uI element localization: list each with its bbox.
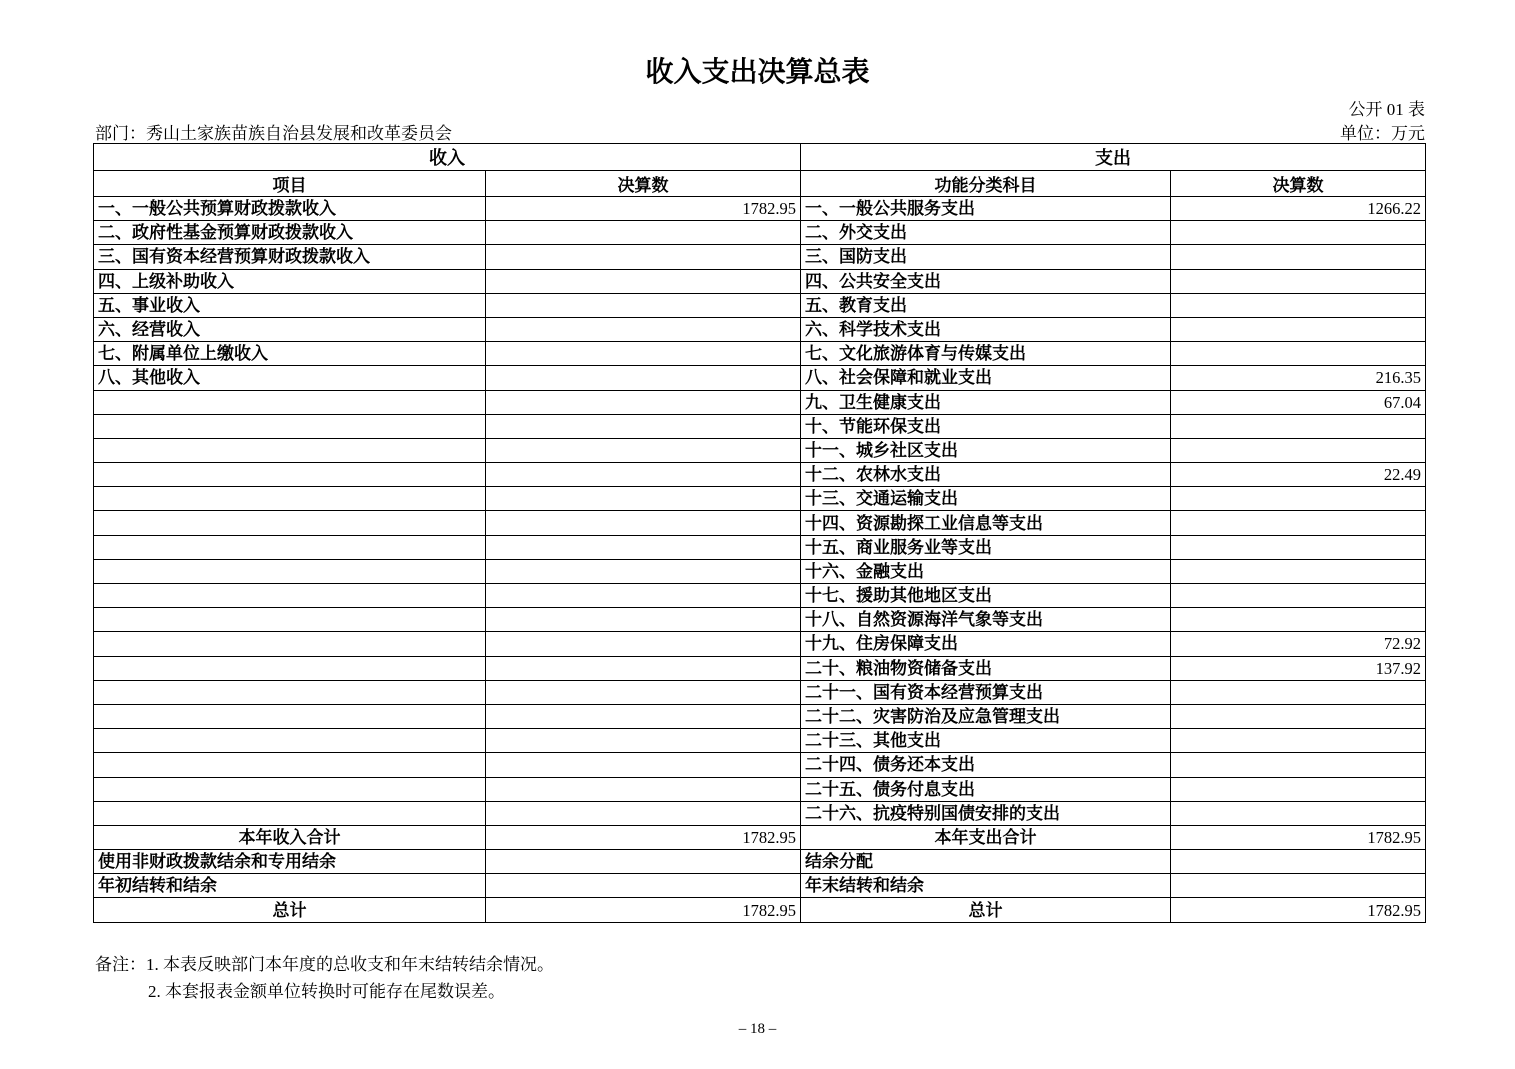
income-value-cell — [486, 656, 801, 680]
income-item-cell — [94, 704, 486, 728]
expense-value-cell: 137.92 — [1171, 656, 1426, 680]
department-label: 部门：秀山土家族苗族自治县发展和改革委员会 — [95, 124, 452, 143]
expense-value-cell — [1171, 680, 1426, 704]
table-row — [94, 729, 1426, 753]
budget-summary-table — [93, 143, 1426, 923]
expense-item-cell: 二十、粮油物资储备支出 — [801, 656, 1171, 680]
expense-item-cell: 十七、援助其他地区支出 — [801, 584, 1171, 608]
col-header-income-value: 决算数 — [486, 171, 801, 197]
table-row — [94, 656, 1426, 680]
table-row — [94, 753, 1426, 777]
expense-value-cell — [1171, 850, 1426, 874]
table-code-label: 公开 01 表 — [1348, 100, 1425, 119]
expense-item-cell: 十九、住房保障支出 — [801, 632, 1171, 656]
table-row — [94, 680, 1426, 704]
income-value-cell: 1782.95 — [486, 898, 801, 922]
table-row — [94, 197, 1426, 221]
income-value-cell — [486, 704, 801, 728]
expense-value-cell: 22.49 — [1171, 463, 1426, 487]
income-value-cell — [486, 535, 801, 559]
expense-value-cell: 72.92 — [1171, 632, 1426, 656]
table-row — [94, 608, 1426, 632]
income-value-cell — [486, 777, 801, 801]
income-item-cell: 五、事业收入 — [94, 293, 486, 317]
note-line-2: 2. 本套报表金额单位转换时可能存在尾数误差。 — [148, 982, 505, 1001]
expense-value-cell: 1782.95 — [1171, 825, 1426, 849]
footnotes — [95, 951, 554, 1005]
page-title: 收入支出决算总表 — [645, 57, 870, 88]
expense-section-header: 支出 — [801, 144, 1426, 171]
expense-value-cell — [1171, 535, 1426, 559]
income-value-cell — [486, 366, 801, 390]
income-item-cell: 二、政府性基金预算财政拨款收入 — [94, 221, 486, 245]
income-item-cell: 使用非财政拨款结余和专用结余 — [94, 850, 486, 874]
table-row — [94, 632, 1426, 656]
income-item-cell — [94, 511, 486, 535]
income-item-cell — [94, 463, 486, 487]
expense-value-cell: 67.04 — [1171, 390, 1426, 414]
expense-value-cell — [1171, 317, 1426, 341]
income-value-cell — [486, 559, 801, 583]
income-value-cell — [486, 487, 801, 511]
income-value-cell — [486, 632, 801, 656]
expense-value-cell — [1171, 221, 1426, 245]
expense-value-cell — [1171, 874, 1426, 898]
expense-item-cell: 二十一、国有资本经营预算支出 — [801, 680, 1171, 704]
income-value-cell — [486, 317, 801, 341]
income-value-cell — [486, 511, 801, 535]
table-row — [94, 221, 1426, 245]
page-number: – 18 – — [738, 1021, 777, 1037]
expense-item-cell: 十六、金融支出 — [801, 559, 1171, 583]
column-header-row — [94, 171, 1426, 197]
income-value-cell: 1782.95 — [486, 197, 801, 221]
expense-item-cell: 总计 — [801, 898, 1171, 922]
expense-item-cell: 十四、资源勘探工业信息等支出 — [801, 511, 1171, 535]
expense-item-cell: 十、节能环保支出 — [801, 414, 1171, 438]
table-row — [94, 487, 1426, 511]
income-value-cell — [486, 753, 801, 777]
unit-label: 单位：万元 — [1340, 124, 1425, 143]
expense-value-cell — [1171, 511, 1426, 535]
expense-item-cell: 九、卫生健康支出 — [801, 390, 1171, 414]
expense-value-cell — [1171, 801, 1426, 825]
table-row — [94, 584, 1426, 608]
income-item-cell — [94, 801, 486, 825]
income-section-header: 收入 — [94, 144, 801, 171]
table-row — [94, 801, 1426, 825]
expense-value-cell — [1171, 753, 1426, 777]
table-row — [94, 850, 1426, 874]
income-value-cell — [486, 801, 801, 825]
income-item-cell — [94, 632, 486, 656]
expense-value-cell — [1171, 438, 1426, 462]
income-value-cell — [486, 390, 801, 414]
expense-item-cell: 本年支出合计 — [801, 825, 1171, 849]
income-item-cell — [94, 390, 486, 414]
income-value-cell — [486, 463, 801, 487]
income-item-cell: 七、附属单位上缴收入 — [94, 342, 486, 366]
income-item-cell: 六、经营收入 — [94, 317, 486, 341]
income-item-cell — [94, 729, 486, 753]
income-item-cell: 三、国有资本经营预算财政拨款收入 — [94, 245, 486, 269]
income-value-cell — [486, 245, 801, 269]
income-item-cell — [94, 680, 486, 704]
table-row — [94, 777, 1426, 801]
expense-item-cell: 八、社会保障和就业支出 — [801, 366, 1171, 390]
income-item-cell — [94, 414, 486, 438]
note-line-1: 备注：1. 本表反映部门本年度的总收支和年末结转结余情况。 — [95, 955, 554, 974]
table-row — [94, 317, 1426, 341]
table-row — [94, 535, 1426, 559]
income-value-cell — [486, 584, 801, 608]
income-value-cell — [486, 414, 801, 438]
table-row — [94, 463, 1426, 487]
expense-item-cell: 二十三、其他支出 — [801, 729, 1171, 753]
income-value-cell — [486, 874, 801, 898]
expense-item-cell: 十三、交通运输支出 — [801, 487, 1171, 511]
income-value-cell — [486, 850, 801, 874]
expense-item-cell: 四、公共安全支出 — [801, 269, 1171, 293]
income-value-cell — [486, 342, 801, 366]
income-item-cell — [94, 777, 486, 801]
table-row — [94, 390, 1426, 414]
expense-value-cell: 216.35 — [1171, 366, 1426, 390]
expense-item-cell: 二十四、债务还本支出 — [801, 753, 1171, 777]
table-row — [94, 245, 1426, 269]
expense-item-cell: 二十五、债务付息支出 — [801, 777, 1171, 801]
expense-value-cell — [1171, 729, 1426, 753]
expense-item-cell: 六、科学技术支出 — [801, 317, 1171, 341]
expense-item-cell: 二、外交支出 — [801, 221, 1171, 245]
table-row — [94, 898, 1426, 922]
expense-item-cell: 十一、城乡社区支出 — [801, 438, 1171, 462]
expense-value-cell — [1171, 245, 1426, 269]
expense-value-cell — [1171, 342, 1426, 366]
table-row — [94, 559, 1426, 583]
income-item-cell — [94, 487, 486, 511]
expense-value-cell — [1171, 704, 1426, 728]
income-item-cell: 本年收入合计 — [94, 825, 486, 849]
col-header-income-item: 项目 — [94, 171, 486, 197]
income-item-cell — [94, 656, 486, 680]
table-row — [94, 342, 1426, 366]
expense-value-cell — [1171, 293, 1426, 317]
income-item-cell: 八、其他收入 — [94, 366, 486, 390]
expense-value-cell — [1171, 559, 1426, 583]
section-header-row — [94, 144, 1426, 171]
expense-item-cell: 三、国防支出 — [801, 245, 1171, 269]
income-value-cell — [486, 293, 801, 317]
table-row — [94, 414, 1426, 438]
income-value-cell — [486, 680, 801, 704]
table-row — [94, 366, 1426, 390]
income-item-cell: 总计 — [94, 898, 486, 922]
table-row — [94, 704, 1426, 728]
income-value-cell: 1782.95 — [486, 825, 801, 849]
income-item-cell — [94, 559, 486, 583]
expense-value-cell — [1171, 608, 1426, 632]
expense-item-cell: 二十六、抗疫特别国债安排的支出 — [801, 801, 1171, 825]
expense-value-cell: 1782.95 — [1171, 898, 1426, 922]
table-row — [94, 511, 1426, 535]
expense-item-cell: 一、一般公共服务支出 — [801, 197, 1171, 221]
expense-item-cell: 十八、自然资源海洋气象等支出 — [801, 608, 1171, 632]
table-row — [94, 825, 1426, 849]
income-value-cell — [486, 269, 801, 293]
income-value-cell — [486, 221, 801, 245]
income-item-cell — [94, 535, 486, 559]
expense-item-cell: 年末结转和结余 — [801, 874, 1171, 898]
income-item-cell — [94, 438, 486, 462]
table-row — [94, 874, 1426, 898]
table-row — [94, 269, 1426, 293]
income-item-cell — [94, 584, 486, 608]
income-value-cell — [486, 438, 801, 462]
income-item-cell: 四、上级补助收入 — [94, 269, 486, 293]
income-item-cell — [94, 608, 486, 632]
col-header-expense-item: 功能分类科目 — [801, 171, 1171, 197]
expense-item-cell: 七、文化旅游体育与传媒支出 — [801, 342, 1171, 366]
expense-item-cell: 五、教育支出 — [801, 293, 1171, 317]
income-item-cell — [94, 753, 486, 777]
expense-value-cell — [1171, 487, 1426, 511]
income-item-cell: 年初结转和结余 — [94, 874, 486, 898]
expense-value-cell: 1266.22 — [1171, 197, 1426, 221]
expense-value-cell — [1171, 414, 1426, 438]
expense-value-cell — [1171, 777, 1426, 801]
table-row — [94, 293, 1426, 317]
expense-item-cell: 十五、商业服务业等支出 — [801, 535, 1171, 559]
income-value-cell — [486, 729, 801, 753]
expense-item-cell: 十二、农林水支出 — [801, 463, 1171, 487]
income-item-cell: 一、一般公共预算财政拨款收入 — [94, 197, 486, 221]
table-row — [94, 438, 1426, 462]
col-header-expense-value: 决算数 — [1171, 171, 1426, 197]
expense-value-cell — [1171, 269, 1426, 293]
expense-item-cell: 二十二、灾害防治及应急管理支出 — [801, 704, 1171, 728]
expense-value-cell — [1171, 584, 1426, 608]
table-body — [94, 197, 1426, 923]
income-value-cell — [486, 608, 801, 632]
expense-item-cell: 结余分配 — [801, 850, 1171, 874]
